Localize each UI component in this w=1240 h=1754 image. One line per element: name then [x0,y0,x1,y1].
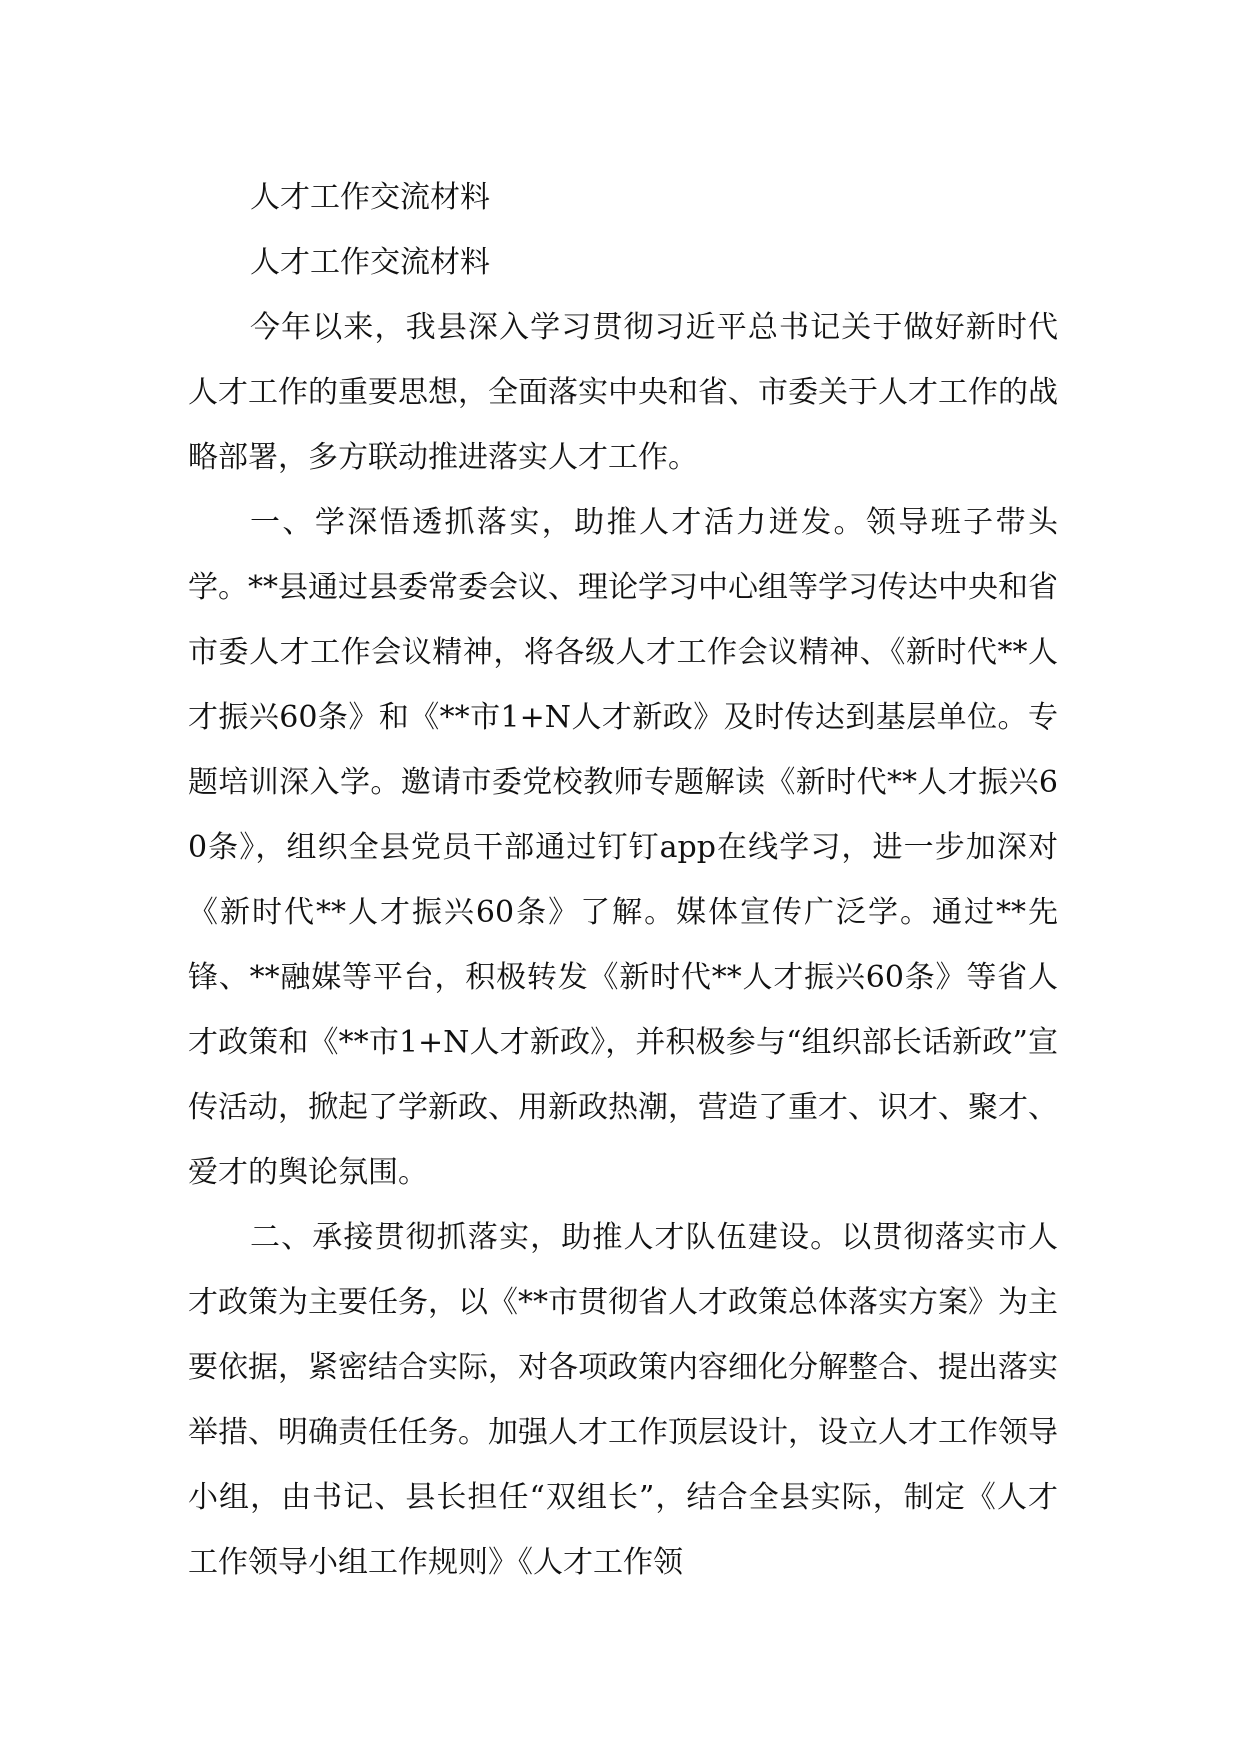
paragraph-intro: 今年以来，我县深入学习贯彻习近平总书记关于做好新时代人才工作的重要思想，全面落实中央和省、市委关于人才工作的战略部署，多方联动推进落实人才工作。 [188,310,1058,475]
document-subtitle: 人才工作交流材料 [250,245,490,280]
paragraph-section-one: 一、学深悟透抓落实，助推人才活力迸发。领导班子带头学。**县通过县委常委会议、理论学习中心组等学习传达中央和省市委人才工作会议精神，将各级人才工作会议精神、《新时代**人才振兴60条》和《**市1+N人才新政》及时传达到基层单位。专题培训深入学。邀请市委党校教师专题解读《新时代**人才振兴60条》，组织全县党员干部通过钉钉app在线学习，进一步加深对《新时代**人才振兴60条》了解。媒体宣传广泛学。通过**先锋、**融媒等平台，积极转发《新时代**人才振兴60条》等省人才政策和《**市1+N人才新政》，并积极参与“组织部长话新政”宣传活动，掀起了学新政、用新政热潮，营造了重才、识才、聚才、爱才的舆论氛围。 [188,505,1058,1190]
document-page [188,165,1058,1595]
document-title: 人才工作交流材料 [250,180,490,215]
paragraph-section-two: 二、承接贯彻抓落实，助推人才队伍建设。以贯彻落实市人才政策为主要任务，以《**市贯彻省人才政策总体落实方案》为主要依据，紧密结合实际，对各项政策内容细化分解整合、提出落实举措、明确责任任务。加强人才工作顶层设计，设立人才工作领导小组，由书记、县长担任“双组长”，结合全县实际，制定《人才工作领导小组工作规则》《人才工作领 [188,1220,1058,1580]
